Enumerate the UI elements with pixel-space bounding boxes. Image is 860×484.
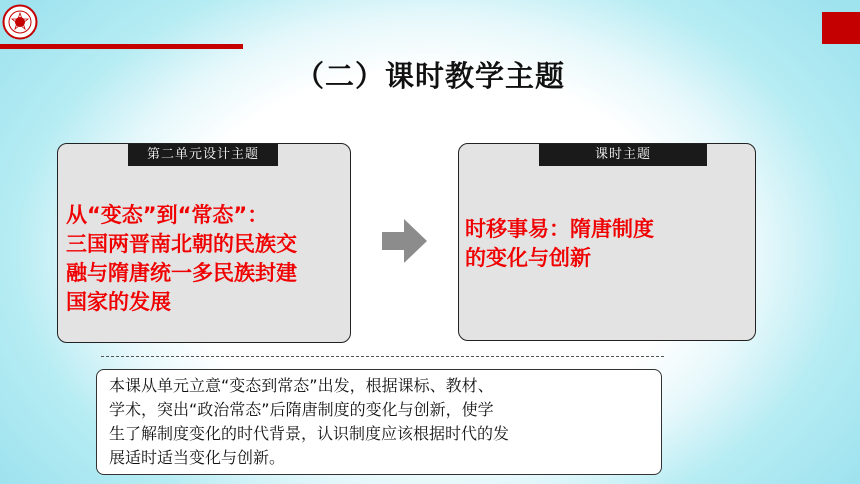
unit-theme-line: 三国两晋南北朝的民族交 [66, 232, 297, 256]
lesson-theme-line: 时移事易：隋唐制度 [465, 217, 654, 241]
summary-line: 本课从单元立意“变态到常态”出发，根据课标、教材、 [109, 376, 494, 395]
arrow-right-icon [380, 216, 430, 266]
lesson-theme-label: 课时主题 [539, 144, 707, 166]
page-title: （二）课时教学主题 [294, 59, 565, 93]
school-seal-icon [2, 4, 38, 40]
lesson-theme-panel [458, 143, 756, 341]
unit-theme-panel [57, 143, 351, 343]
lesson-theme-line: 的变化与创新 [465, 246, 591, 270]
summary-line: 学术，突出“政治常态”后隋唐制度的变化与创新，使学 [109, 400, 494, 419]
summary-box [96, 369, 662, 475]
summary-line: 展适时适当变化与创新。 [109, 448, 286, 467]
unit-theme-line: 融与隋唐统一多民族封建 [66, 261, 297, 285]
unit-theme-line: 从“变态”到“常态”： [66, 203, 269, 227]
unit-theme-text [66, 201, 348, 317]
lesson-theme-text [465, 215, 750, 273]
corner-accent-block [822, 12, 860, 44]
header-accent-bar [0, 44, 243, 49]
unit-theme-label: 第二单元设计主题 [128, 144, 278, 166]
dashed-divider [101, 356, 664, 357]
summary-line: 生了解制度变化的时代背景，认识制度应该根据时代的发 [109, 424, 510, 443]
unit-theme-line: 国家的发展 [66, 290, 171, 314]
